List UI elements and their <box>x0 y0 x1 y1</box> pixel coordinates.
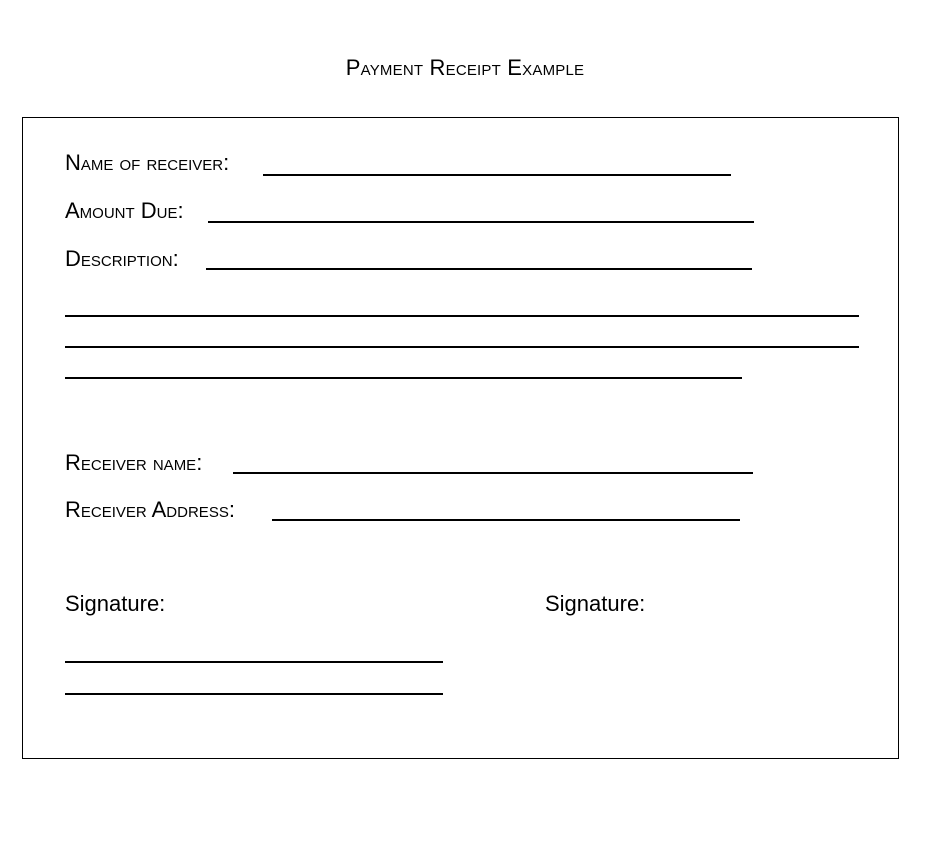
signature-line-2[interactable] <box>65 693 443 695</box>
amount-due-label: Amount Due: <box>65 198 184 223</box>
page-title: Payment Receipt Example <box>345 55 585 80</box>
receiver-address-label: Receiver Address: <box>65 497 235 522</box>
name-of-receiver-label: Name of receiver: <box>65 150 230 175</box>
description-line-3[interactable] <box>65 377 742 379</box>
receiver-name-label: Receiver name: <box>65 450 203 475</box>
signature-left-label: Signature: <box>65 591 166 616</box>
description-line-2[interactable] <box>65 346 859 348</box>
signature-line-1[interactable] <box>65 661 443 663</box>
signature-right-label: Signature: <box>545 591 646 616</box>
receiver-address-field[interactable] <box>272 519 740 521</box>
receiver-name-field[interactable] <box>233 472 753 474</box>
name-of-receiver-field[interactable] <box>263 174 731 176</box>
description-label: Description: <box>65 246 179 271</box>
receipt-form <box>22 117 899 759</box>
amount-due-field[interactable] <box>208 221 754 223</box>
description-field[interactable] <box>206 268 752 270</box>
description-line-1[interactable] <box>65 315 859 317</box>
